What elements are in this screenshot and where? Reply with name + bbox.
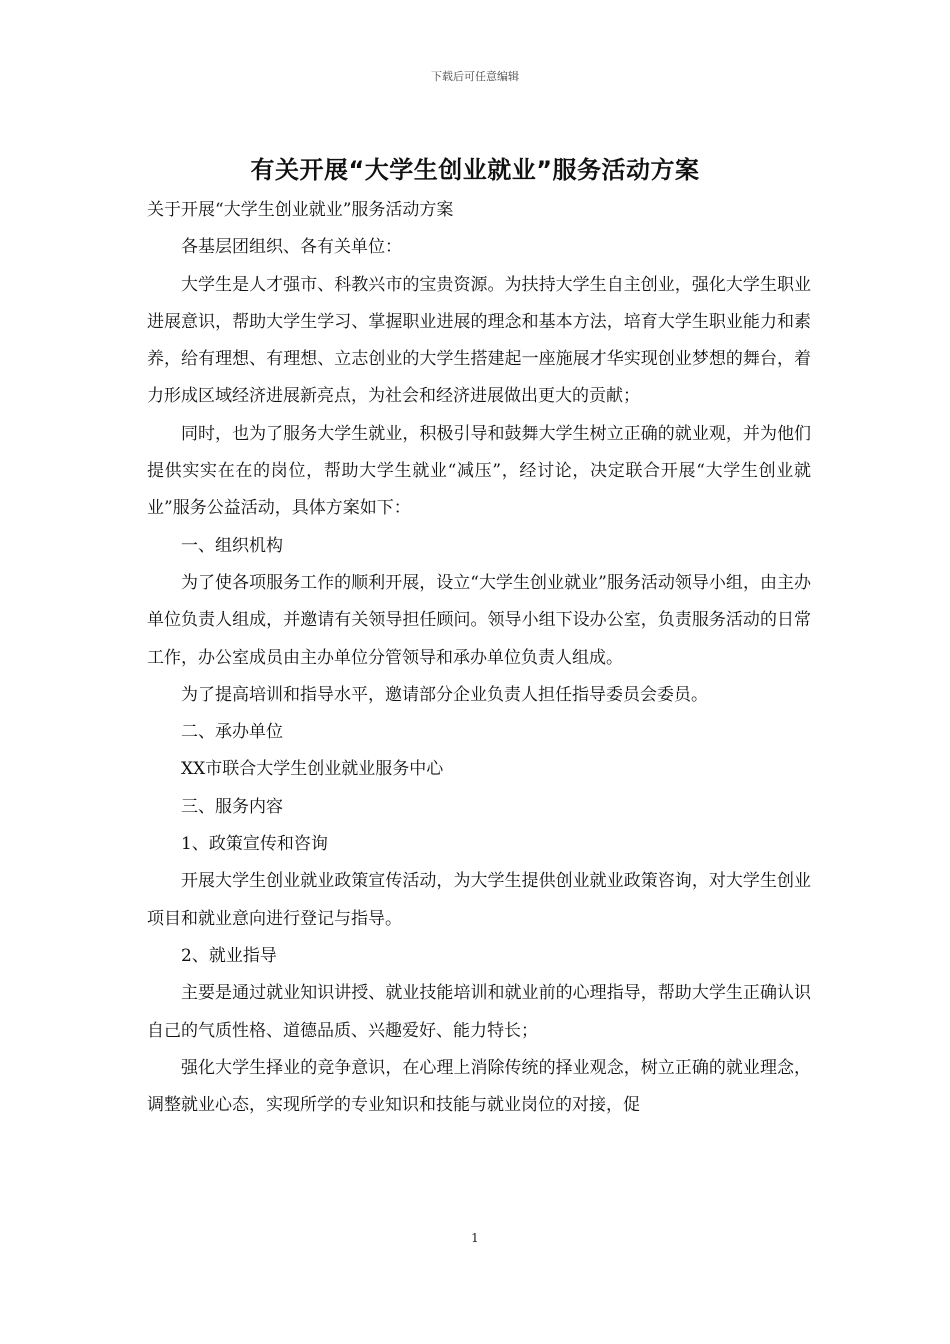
paragraph: 为了提高培训和指导水平，邀请部分企业负责人担任指导委员会委员。: [181, 684, 708, 705]
paragraph: 2、就业指导: [181, 945, 277, 966]
document-body: [147, 192, 811, 1124]
paragraph: 强化大学生择业的竞争意识，在心理上消除传统的择业观念，树立正确的就业理念，调整就业心态，实现所学的专业知识和技能与就业岗位的对接，促: [147, 1057, 811, 1116]
paragraph: 二、承办单位: [181, 722, 283, 743]
paragraph: 主要是通过就业知识讲授、就业技能培训和就业前的心理指导，帮助大学生正确认识自己的气质性格、道德品质、兴趣爱好、能力特长；: [147, 983, 811, 1041]
paragraph: 一、组织机构: [181, 535, 283, 556]
paragraph: 开展大学生创业就业政策宣传活动，为大学生提供创业就业政策咨询，对大学生创业项目和就业意向进行登记与指导。: [147, 871, 811, 929]
paragraph: XX市联合大学生创业就业服务中心: [181, 759, 444, 780]
page-number: 1: [471, 1231, 479, 1245]
paragraph: 同时，也为了服务大学生就业，积极引导和鼓舞大学生树立正确的就业观，并为他们提供实实在在的岗位，帮助大学生就业“减压”，经讨论，决定联合开展“大学生创业就业”服务公益活动，具体方案如下：: [147, 423, 811, 519]
paragraph: 各基层团组织、各有关单位：: [181, 237, 402, 258]
paragraph: 为了使各项服务工作的顺利开展，设立“大学生创业就业”服务活动领导小组，由主办单位负责人组成，并邀请有关领导担任顾问。领导小组下设办公室，负责服务活动的日常工作，办公室成员由主办单位分管领导和承办单位负责人组成。: [147, 572, 811, 668]
paragraph: 关于开展“大学生创业就业”服务活动方案: [147, 200, 454, 220]
paragraph: 1、政策宣传和咨询: [181, 834, 328, 855]
page-header: 下载后可任意编辑: [431, 70, 519, 83]
document-title: 有关开展“大学生创业就业”服务活动方案: [250, 156, 700, 184]
paragraph: 三、服务内容: [181, 796, 283, 817]
paragraph: 大学生是人才强市、科教兴市的宝贵资源。为扶持大学生自主创业，强化大学生职业进展意识，帮助大学生学习、掌握职业进展的理念和基本方法，培育大学生职业能力和素养，给有理想、有理想、立志创业的大学生搭建起一座施展才华实现创业梦想的舞台，着力形成区域经济进展新亮点，为社会和经济进展做出更大的贡献；: [147, 274, 811, 407]
